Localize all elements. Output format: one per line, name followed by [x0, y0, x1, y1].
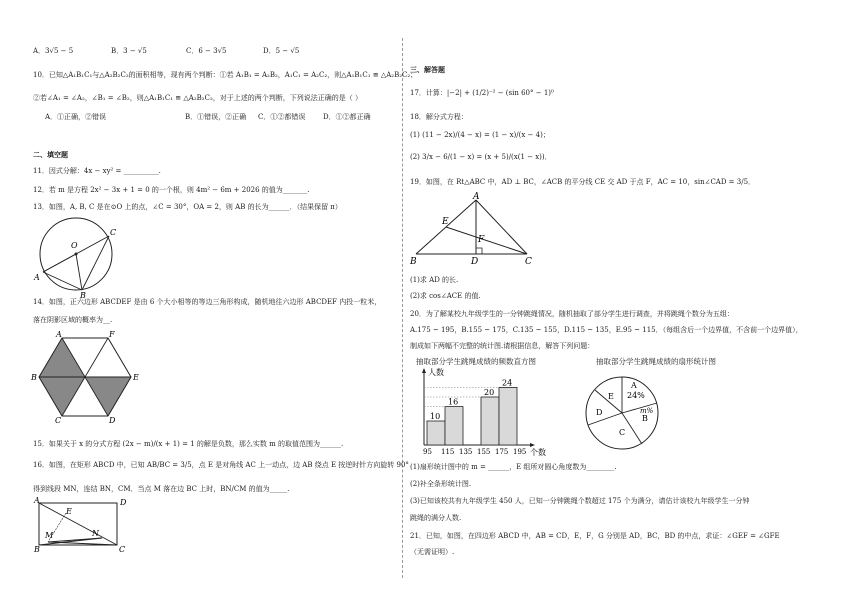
q16-label-e: E: [66, 507, 72, 516]
q11-text: 11．因式分解：4x − xy² = __________.: [33, 167, 161, 175]
q19-label-c: C: [525, 257, 532, 267]
histogram-bar: [427, 421, 445, 445]
histogram-bar-label: 10: [430, 412, 441, 421]
section-fill-in-heading: 二、填空题: [33, 150, 68, 159]
q16-label-n: N: [92, 529, 99, 538]
q20-text-2: A.175 ~ 195，B.155 ~ 175，C.135 ~ 155，D.115 ~ 135，E.95 ~ 115．（每组含后一个边界值，不含前一个边界值），: [410, 326, 803, 334]
q14-label-d: D: [109, 416, 116, 425]
q20-part-2: (2)补全条形统计图.: [410, 480, 472, 488]
pie-chart: [582, 371, 672, 457]
q20-part-3-1: (3)已知该校共有九年级学生 450 人，已知一分钟跳绳个数超过 175 个为满分，请估计该校九年级学生一分钟: [410, 497, 750, 505]
q15-text: 15．如果关于 x 的分式方程 (2x − m)/(x + 1) = 1 的解是负数，那么实数 m 的取值范围为______.: [33, 440, 344, 448]
histogram-bar: [481, 397, 499, 445]
q16-text-2: 得到线段 MN，连结 BN，CM．当点 M 落在边 BC 上时，BN/CM 的值为_____.: [33, 485, 290, 493]
histogram-x-tick: 95: [423, 448, 432, 456]
left-column: [31, 0, 418, 608]
q9-option-c: C．6 − 3√5: [186, 47, 227, 55]
histogram-x-tick: 115: [441, 448, 455, 456]
q13-label-o: O: [71, 241, 78, 250]
q19-part-1: (1)求 AD 的长.: [410, 276, 459, 284]
q14-text-1: 14．如图，正六边形 ABCDEF 是由 6 个大小相等的等边三角形构成，随机地往六边形 ABCDEF 内投一粒米，: [33, 298, 382, 306]
q19-label-f: F: [478, 235, 485, 245]
pie-label-b: B: [642, 414, 648, 423]
q16-label-b: B: [34, 545, 40, 554]
q9-option-b: B．3 − √5: [111, 47, 147, 55]
q16-rectangle-figure: [36, 498, 131, 554]
q20-text-3: 制成如下两幅不完整的统计图.请根据信息，解答下列问题：: [410, 342, 595, 350]
q9-option-a: A．3√5 − 5: [33, 47, 74, 55]
q13-circle-figure: [34, 216, 146, 300]
q14-label-c: C: [55, 416, 62, 425]
q12-text: 12．若 m 是方程 2x² − 3x + 1 = 0 的一个根，则 4m² − 6m + 2026 的值为_______.: [33, 186, 310, 194]
frequency-histogram: [410, 367, 560, 457]
histogram-bar-label: 20: [484, 388, 495, 397]
histogram-bar: [499, 387, 517, 445]
q18-text: 18．解分式方程：: [410, 113, 468, 121]
q16-text-1: 16．如图，在矩形 ABCD 中，已知 AB/BC = 3/5，点 E 是对角线 AC 上一动点，边 AB 绕点 E 按逆时针方向旋转 90°: [33, 461, 409, 469]
q14-label-f: F: [109, 330, 115, 339]
q19-label-a: A: [473, 192, 480, 202]
histogram-bar-label: 16: [448, 397, 459, 407]
q19-label-d: D: [471, 257, 479, 267]
pie-chart-title: 抽取部分学生跳绳成绩的扇形统计图: [596, 357, 716, 366]
q20-part-1: (1)扇形统计图中的 m = ______，E 组所对圆心角度数为________.: [410, 463, 617, 471]
histogram-bar-label: 24: [502, 378, 513, 388]
q20-part-3-2: 跳绳的满分人数.: [410, 514, 462, 522]
pie-label-e: E: [608, 392, 614, 401]
histogram-x-tick: 135: [459, 448, 473, 456]
q19-label-b: B: [410, 257, 417, 267]
right-column: [410, 0, 803, 608]
q13-text: 13．如图，A, B, C 是在⊙O 上的点，∠C = 30°，OA = 2，则 AB 的长为______．（结果保留 π）: [33, 203, 342, 211]
q17-text: 17．计算：|−2| + (1/2)⁻² − (sin 60° − 1)⁰: [410, 89, 554, 97]
section-solve-heading: 三、解答题: [410, 65, 445, 74]
q18-part-2: (2) 3/x − 6/(1 − x) = (x + 5)/(x(1 − x))．: [410, 153, 552, 161]
q14-label-a: A: [56, 330, 62, 339]
q16-label-m: M: [45, 531, 54, 540]
q9-option-d: D．5 − √5: [263, 47, 300, 55]
q14-text-2: 落在阴影区域的概率为__.: [33, 316, 113, 324]
q16-label-d: D: [120, 498, 127, 507]
q13-label-c: C: [110, 228, 117, 237]
histogram-x-tick: 155: [477, 448, 491, 456]
q16-label-a: A: [34, 496, 40, 505]
q20-text-1: 20．为了解某校九年级学生的一分钟跳绳情况，随机抽取了部分学生进行调查，并将跳绳个数分为五组：: [410, 310, 734, 318]
q19-part-2: (2)求 cos∠ACE 的值.: [410, 292, 481, 300]
q16-label-c: C: [119, 545, 126, 554]
q13-label-a: A: [34, 273, 40, 282]
q14-label-b: B: [31, 373, 37, 382]
q10-text-1: 10．已知△A₁B₁C₁与△A₂B₂C₂的面积相等，现有两个判断：①若 A₁B₁ = A₂B₂，A₁C₁ = A₂C₂，则△A₁B₁C₁ ≌ △A₂B₂C₂；: [33, 71, 418, 79]
q10-option-a: A．①正确，②错误: [45, 113, 107, 121]
histogram-bar: [445, 407, 463, 445]
q10-option-c: C．①②都错误: [258, 113, 306, 121]
q10-option-b: B．①错误，②正确: [185, 113, 247, 121]
q10-option-d: D．①②都正确: [323, 113, 371, 121]
histogram-x-label: 个数: [530, 448, 546, 457]
histogram-x-tick: 175: [495, 448, 509, 456]
histogram-title: 抽取部分学生跳绳成绩的频数直方图: [416, 357, 536, 366]
q14-label-e: E: [133, 373, 139, 382]
pie-label-a: A: [631, 381, 637, 390]
q14-hexagon-figure: [31, 330, 145, 425]
q10-text-2: ②若∠A₁ = ∠A₂，∠B₁ = ∠B₂，则△A₁B₁C₁ ≌ △A₂B₂C₂，对于上述的两个判断，下列说法正确的是（ ）: [33, 94, 362, 102]
q13-label-b: B: [80, 291, 86, 300]
column-divider: [402, 38, 403, 578]
histogram-x-tick: 195: [513, 448, 527, 456]
q21-text-2: （无需证明）.: [410, 548, 455, 556]
q19-label-e: E: [442, 217, 449, 227]
pie-value-b: m%: [640, 407, 654, 415]
q19-text: 19．如图，在 Rt△ABC 中，AD ⊥ BC，∠ACB 的平分线 CE 交 AD 于点 F，AC = 10，sin∠CAD = 3/5．: [410, 178, 756, 186]
pie-value-a: 24%: [627, 391, 645, 400]
histogram-y-label: 人数: [428, 368, 444, 377]
q21-text-1: 21．已知，如图，在四边形 ABCD 中，AB = CD，E，F，G 分别是 AD，BC，BD 的中点，求证：∠GEF = ∠GFE: [410, 532, 780, 540]
q18-part-1: (1) (11 − 2x)/(4 − x) = (1 − x)/(x − 4)；: [410, 131, 550, 139]
pie-label-d: D: [596, 408, 603, 417]
pie-label-c: C: [619, 428, 626, 437]
q19-triangle-figure: [410, 190, 550, 270]
